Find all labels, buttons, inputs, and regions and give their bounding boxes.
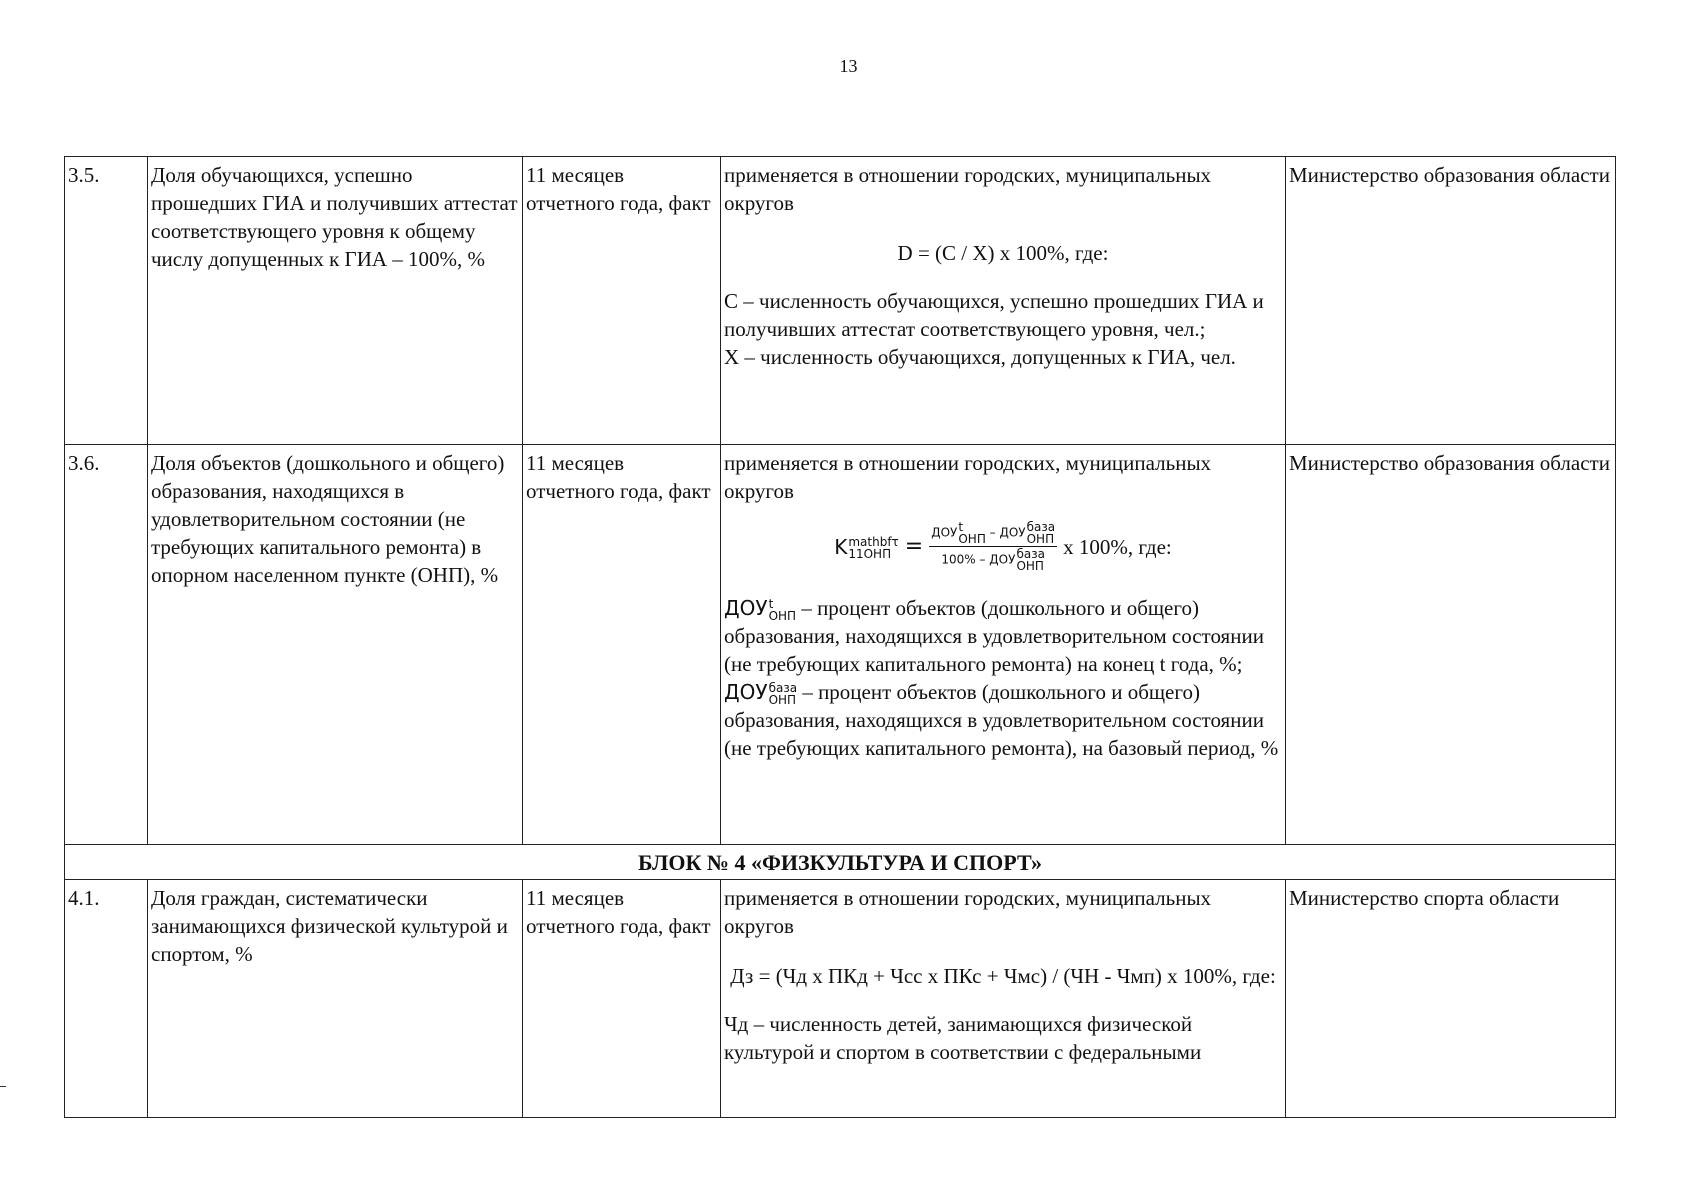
block-header-row xyxy=(65,845,1616,880)
table-row-4-1 xyxy=(65,880,1616,1118)
row-number: 3.5. xyxy=(65,157,148,445)
calculation-method xyxy=(721,880,1286,1118)
fraction-numerator: ДОУ t ОНП – ДОУ база ОНП xyxy=(931,520,1056,546)
formula: D = (C / X) х 100%, где: xyxy=(897,241,1109,265)
formula-variable-description: ДОУ база ОНП – процент объектов (дошкольного и общего) образования, находящихся в удовлетворительном состоянии (не требующих капитального ремонта), на базовый период, % xyxy=(724,680,1279,761)
method-intro: применяется в отношении городских, муниципальных округов xyxy=(724,886,1212,938)
calculation-method xyxy=(721,157,1286,445)
formula-variable-description: С – численность обучающихся, успешно прошедших ГИА и получивших аттестат соответствующего уровня, чел.; xyxy=(724,289,1264,341)
formula-variable-description: Чд – численность детей, занимающихся физической культурой и спортом в соответствии с федеральными xyxy=(724,1012,1202,1064)
method-intro: применяется в отношении городских, муниципальных округов xyxy=(724,451,1212,503)
indicator-name: Доля объектов (дошкольного и общего) образования, находящихся в удовлетворительном состоянии (не требующих капитального ремонта) в опорном населенном пункте (ОНП), % xyxy=(148,445,523,845)
formula-variable-description: ДОУ t ОНП – процент объектов (дошкольного и общего) образования, находящихся в удовлетворительном состоянии (не требующих капитального ремонта) на конец t года, %; xyxy=(724,596,1264,677)
formula-tail: х 100%, где: xyxy=(1063,534,1172,559)
equals-sign: = xyxy=(904,533,924,559)
reporting-period: 11 месяцев отчетного года, факт xyxy=(523,880,721,1118)
fraction-denominator: 100% – ДОУ база ОНП xyxy=(941,547,1045,573)
responsible-body: Министерство спорта области xyxy=(1286,880,1616,1118)
page-number: 13 xyxy=(839,56,858,76)
indicators-table xyxy=(64,156,1616,1118)
calculation-method xyxy=(721,445,1286,845)
responsible-body: Министерство образования области xyxy=(1286,157,1616,445)
scan-margin-mark xyxy=(0,1086,6,1087)
table-row-3-6 xyxy=(65,445,1616,845)
formula xyxy=(724,521,1282,572)
table-row-3-5 xyxy=(65,157,1616,445)
indicator-name: Доля обучающихся, успешно прошедших ГИА и получивших аттестат соответствующего уровня к общему числу допущенных к ГИА – 100%, % xyxy=(148,157,523,445)
formula-fraction xyxy=(929,521,1057,572)
formula-variable-description: Х – численность обучающихся, допущенных к ГИА, чел. xyxy=(724,345,1236,369)
reporting-period: 11 месяцев отчетного года, факт xyxy=(523,445,721,845)
indicator-name: Доля граждан, систематически занимающихся физической культурой и спортом, % xyxy=(148,880,523,1118)
block-title: БЛОК № 4 «ФИЗКУЛЬТУРА И СПОРТ» xyxy=(65,845,1616,880)
reporting-period: 11 месяцев отчетного года, факт xyxy=(523,157,721,445)
formula-lhs: K mathbfτ 11ОНП xyxy=(834,534,899,561)
method-intro: применяется в отношении городских, муниципальных округов xyxy=(724,163,1212,215)
row-number: 4.1. xyxy=(65,880,148,1118)
formula: Дз = (Чд х ПКд + Чсс х ПКс + Чмс) / (ЧН - Чмп) х 100%, где: xyxy=(730,964,1276,988)
responsible-body: Министерство образования области xyxy=(1286,445,1616,845)
row-number: 3.6. xyxy=(65,445,148,845)
